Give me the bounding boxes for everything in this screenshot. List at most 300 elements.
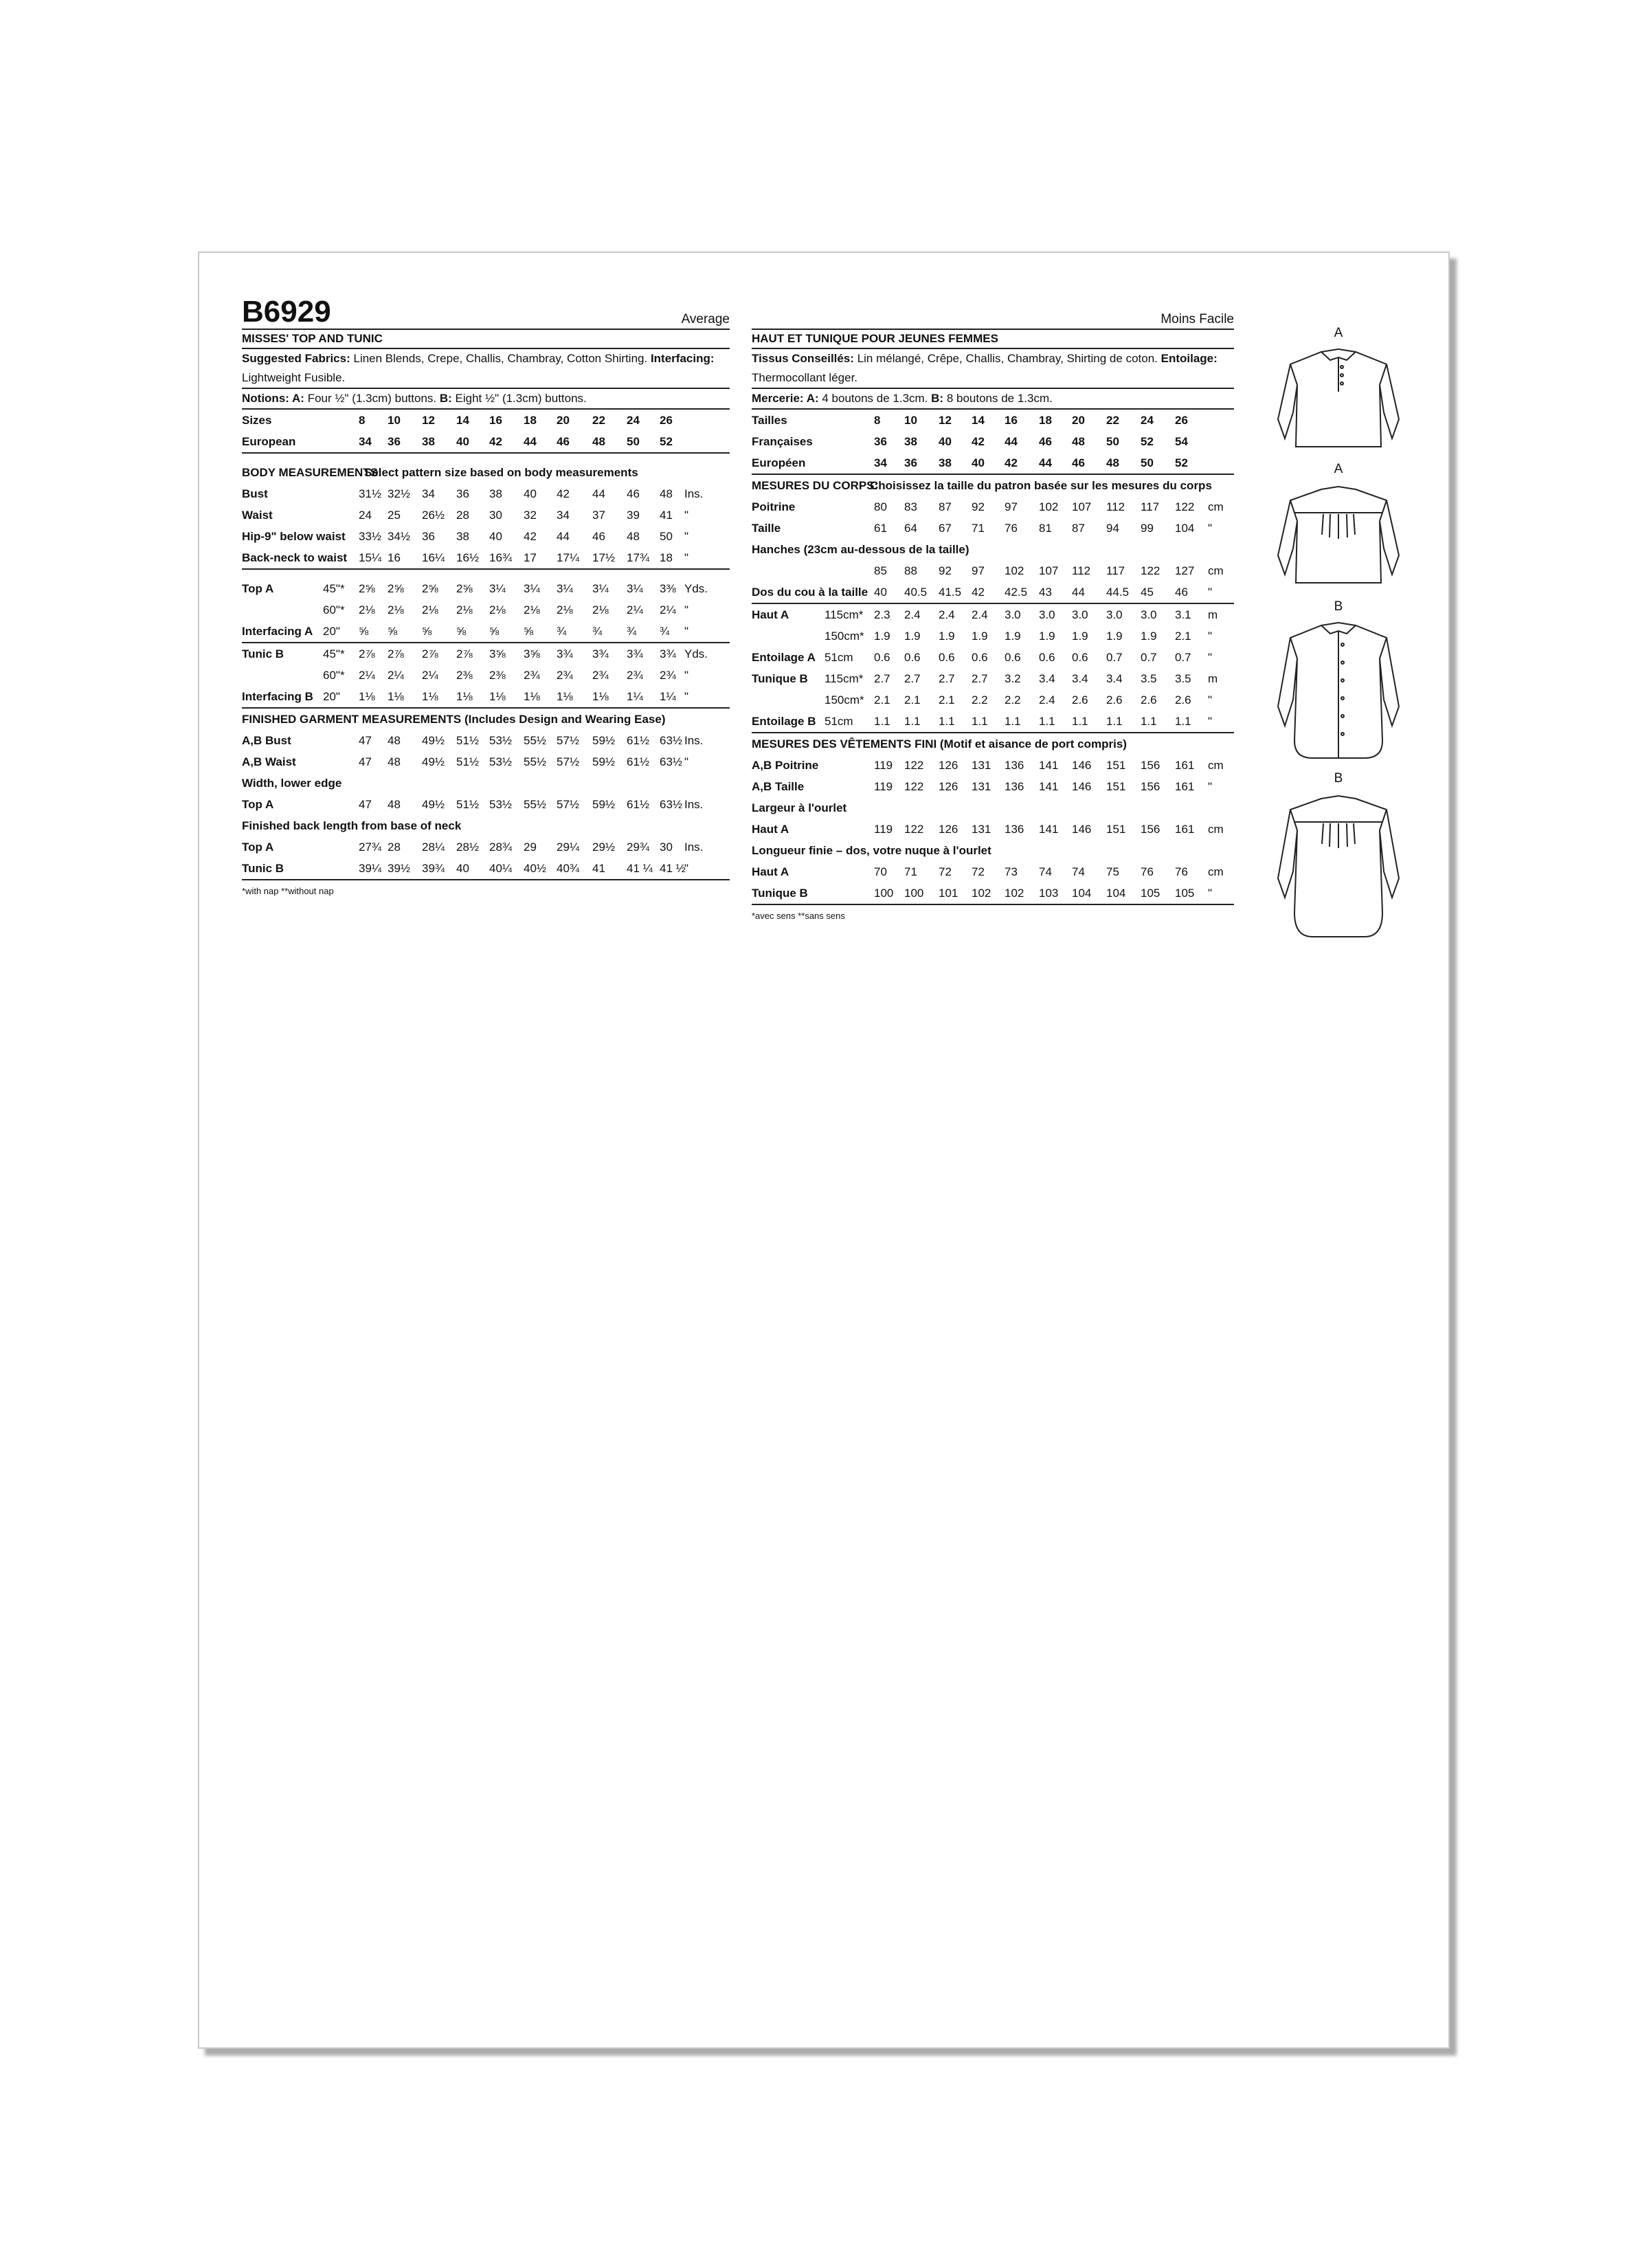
- cell-value: 44: [1005, 435, 1018, 448]
- cell-value: 28¾: [489, 841, 513, 854]
- table-row: [242, 665, 730, 686]
- cell-value: 29¼: [557, 841, 580, 854]
- unit: ": [1208, 693, 1213, 707]
- row-label: A,B Taille: [752, 780, 805, 793]
- cell-value: ⅝: [456, 625, 467, 638]
- cell-value: 131: [972, 780, 991, 793]
- cell-value: 2⅛: [489, 603, 506, 616]
- cell-value: 48: [388, 755, 401, 768]
- row-label: Back-neck to waist: [242, 551, 348, 564]
- table-row: [752, 518, 1234, 539]
- cell-value: 87: [939, 500, 952, 513]
- cell-value: 102: [972, 887, 991, 900]
- cell-value: 3.0: [1039, 608, 1055, 621]
- table-row: [242, 772, 730, 794]
- cell-value: 61½: [627, 755, 650, 768]
- cell-value: 119: [874, 759, 893, 772]
- cell-value: 117: [1106, 564, 1125, 577]
- cell-value: 49½: [422, 755, 445, 768]
- cell-value: 156: [1141, 780, 1160, 793]
- cell-value: 81: [1039, 522, 1052, 535]
- sketch-top-a-back: [1242, 462, 1435, 599]
- cell-value: 36: [456, 487, 469, 500]
- cell-value: 10: [388, 414, 401, 427]
- row-label: Tunique B: [752, 672, 808, 685]
- cell-value: 131: [972, 759, 991, 772]
- fabric-width: 150cm*: [824, 693, 864, 707]
- fabric-width: 45"*: [323, 647, 345, 660]
- cell-value: ¾: [627, 625, 637, 638]
- cell-value: 92: [939, 564, 952, 577]
- cell-value: 1.1: [904, 715, 921, 728]
- cell-value: 12: [422, 414, 435, 427]
- cell-value: 14: [456, 414, 469, 427]
- cell-value: 2¾: [592, 669, 609, 682]
- unit: Ins.: [684, 841, 704, 854]
- cell-value: 80: [874, 500, 887, 513]
- cell-value: 61½: [627, 734, 650, 747]
- unit: m: [1208, 672, 1218, 685]
- cell-value: 1⅛: [388, 690, 404, 703]
- cell-value: 3¼: [592, 582, 609, 595]
- cell-value: 119: [874, 780, 893, 793]
- cell-value: 141: [1039, 823, 1059, 836]
- cell-value: 46: [1039, 435, 1052, 448]
- row-label: Interfacing A: [242, 625, 313, 638]
- row-label: Waist: [242, 509, 273, 522]
- body-heading-label: BODY MEASUREMENTS:: [242, 466, 382, 479]
- cell-value: 27¾: [359, 841, 382, 854]
- english-column: [242, 295, 730, 898]
- cell-value: 28: [456, 509, 469, 522]
- cell-value: 76: [1175, 865, 1188, 878]
- fabric-width: 150cm*: [824, 630, 864, 643]
- cell-value: 107: [1039, 564, 1059, 577]
- cell-value: 87: [1072, 522, 1085, 535]
- cell-value: 136: [1005, 780, 1024, 793]
- table-row: [242, 643, 730, 665]
- cell-value: 102: [1039, 500, 1059, 513]
- row-label: FINISHED GARMENT MEASUREMENTS (Includes Design and Wearing Ease): [242, 713, 666, 726]
- row-label: Finished back length from base of neck: [242, 819, 462, 832]
- english-footnote: *with nap **without nap: [242, 886, 334, 896]
- cell-value: 48: [1072, 435, 1085, 448]
- cell-value: 30: [489, 509, 502, 522]
- unit: ": [1208, 586, 1213, 599]
- cell-value: 88: [904, 564, 917, 577]
- cell-value: 105: [1141, 887, 1160, 900]
- cell-value: 42.5: [1005, 586, 1028, 599]
- cell-value: 2.4: [1039, 693, 1055, 707]
- row-label: Top A: [242, 798, 274, 811]
- cell-value: 50: [627, 435, 640, 448]
- cell-value: 3¾: [557, 647, 573, 660]
- unit: ": [684, 509, 689, 522]
- cell-value: 40.5: [904, 586, 928, 599]
- table-row: [752, 689, 1234, 711]
- cell-value: 1.1: [1141, 715, 1157, 728]
- unit: ": [684, 862, 689, 875]
- table-row: [242, 578, 730, 599]
- cell-value: 2⅜: [456, 669, 473, 682]
- cell-value: 26: [1175, 414, 1188, 427]
- cell-value: 0.6: [1005, 651, 1021, 664]
- cell-value: 36: [422, 530, 435, 543]
- cell-value: 15¼: [359, 551, 382, 564]
- cell-value: 22: [592, 414, 605, 427]
- cell-value: 48: [627, 530, 640, 543]
- cell-value: 16: [489, 414, 502, 427]
- cell-value: 161: [1175, 780, 1195, 793]
- cell-value: 136: [1005, 823, 1024, 836]
- cell-value: 3¼: [524, 582, 540, 595]
- cell-value: 39¾: [422, 862, 445, 875]
- cell-value: 39: [627, 509, 640, 522]
- cell-value: 2⅛: [388, 603, 404, 616]
- cell-value: 50: [1141, 456, 1154, 469]
- cell-value: 141: [1039, 780, 1059, 793]
- body-heading-label: MESURES DU CORPS:: [752, 479, 879, 492]
- body-heading-fr: [752, 475, 1234, 496]
- cell-value: 44: [592, 487, 605, 500]
- unit: ": [1208, 651, 1213, 664]
- cell-value: 2.4: [939, 608, 955, 621]
- row-label: Tunic B: [242, 647, 284, 660]
- cell-value: 55½: [524, 798, 547, 811]
- europeen-row: [752, 452, 1234, 475]
- table-row: [242, 483, 730, 504]
- cell-value: 1.9: [939, 630, 955, 643]
- cell-value: 49½: [422, 798, 445, 811]
- cell-value: 0.6: [904, 651, 921, 664]
- cell-value: 146: [1072, 780, 1092, 793]
- cell-value: 74: [1072, 865, 1085, 878]
- table-row: [242, 504, 730, 526]
- cell-value: 136: [1005, 759, 1024, 772]
- cell-value: 29½: [592, 841, 616, 854]
- cell-value: 97: [1005, 500, 1018, 513]
- cell-value: 112: [1106, 500, 1125, 513]
- cell-value: 3.0: [1072, 608, 1088, 621]
- cell-value: 24: [359, 509, 372, 522]
- french-column: [752, 298, 1234, 923]
- fabric-width: 115cm*: [824, 608, 864, 621]
- unit: cm: [1208, 865, 1224, 878]
- cell-value: 2⅛: [359, 603, 375, 616]
- cell-value: 39¼: [359, 862, 382, 875]
- cell-value: 3¼: [557, 582, 573, 595]
- cell-value: 151: [1106, 759, 1126, 772]
- cell-value: 44: [1072, 586, 1085, 599]
- cell-value: 10: [904, 414, 917, 427]
- cell-value: 1.9: [1106, 630, 1123, 643]
- cell-value: 50: [660, 530, 673, 543]
- cell-value: 20: [1072, 414, 1085, 427]
- cell-value: 3.5: [1175, 672, 1191, 685]
- table-row: [752, 819, 1234, 840]
- cell-value: 1.1: [1039, 715, 1055, 728]
- cell-value: 55½: [524, 755, 547, 768]
- cell-value: 74: [1039, 865, 1052, 878]
- cell-value: 72: [939, 865, 952, 878]
- cell-value: 53½: [489, 755, 513, 768]
- cell-value: ¾: [592, 625, 603, 638]
- table-row: [752, 560, 1234, 581]
- cell-value: 76: [1005, 522, 1018, 535]
- cell-value: 105: [1175, 887, 1195, 900]
- cell-value: 1⅛: [524, 690, 540, 703]
- cell-value: 2.4: [904, 608, 921, 621]
- cell-value: 107: [1072, 500, 1092, 513]
- cell-value: 8: [874, 414, 881, 427]
- row-label: Taille: [752, 522, 781, 535]
- body-heading-text: Choisissez la taille du patron basée sur les mesures du corps: [870, 479, 1212, 492]
- unit: Yds.: [684, 647, 708, 660]
- cell-value: 47: [359, 755, 372, 768]
- fabric-width: 45"*: [323, 582, 345, 595]
- cell-value: 45: [1141, 586, 1154, 599]
- cell-value: 51½: [456, 798, 480, 811]
- cell-value: 52: [1141, 435, 1154, 448]
- cell-value: ⅝: [359, 625, 369, 638]
- cell-value: 53½: [489, 734, 513, 747]
- cell-value: 16½: [456, 551, 480, 564]
- fabric-width: 115cm*: [824, 672, 864, 685]
- european-row: [242, 431, 730, 454]
- cell-value: 41 ¼: [627, 862, 653, 875]
- cell-value: 1.9: [1141, 630, 1157, 643]
- cell-value: 50: [1106, 435, 1119, 448]
- cell-value: 0.6: [939, 651, 955, 664]
- cell-value: 1.9: [904, 630, 921, 643]
- row-label: Largeur à l'ourlet: [752, 801, 847, 814]
- cell-value: 26½: [422, 509, 445, 522]
- cell-value: 2.6: [1175, 693, 1191, 707]
- cell-value: 16¼: [422, 551, 445, 564]
- cell-value: 34: [557, 509, 570, 522]
- cell-value: 1.1: [874, 715, 890, 728]
- table-row: [752, 840, 1234, 861]
- cell-value: 41 ½: [660, 862, 686, 875]
- cell-value: 47: [359, 734, 372, 747]
- cell-value: 103: [1039, 887, 1059, 900]
- cell-value: 1.9: [1039, 630, 1055, 643]
- table-row: [242, 547, 730, 570]
- cell-value: 2.7: [904, 672, 921, 685]
- cell-value: 46: [1175, 586, 1188, 599]
- cell-value: 2¾: [627, 669, 643, 682]
- cell-value: 2⅛: [557, 603, 573, 616]
- sketch-letter: A: [1334, 462, 1343, 476]
- cell-value: 16: [1005, 414, 1018, 427]
- unit: cm: [1208, 823, 1224, 836]
- cell-value: 3.0: [1005, 608, 1021, 621]
- finished-heading: [242, 709, 730, 730]
- cell-value: 42: [524, 530, 537, 543]
- row-label: Tunic B: [242, 862, 284, 875]
- cell-value: 47: [359, 798, 372, 811]
- cell-value: 14: [972, 414, 985, 427]
- cell-value: 92: [972, 500, 985, 513]
- cell-value: 55½: [524, 734, 547, 747]
- unit: cm: [1208, 500, 1224, 513]
- cell-value: 2⅞: [388, 647, 404, 660]
- row-label: Haut A: [752, 608, 789, 621]
- cell-value: 122: [904, 823, 924, 836]
- cell-value: 17¼: [557, 551, 580, 564]
- table-row: [752, 711, 1234, 733]
- cell-value: 2¼: [660, 603, 676, 616]
- cell-value: 0.7: [1141, 651, 1157, 664]
- cell-value: 24: [627, 414, 640, 427]
- cell-value: 17¾: [627, 551, 650, 564]
- cell-value: ¾: [660, 625, 670, 638]
- cell-value: 64: [904, 522, 917, 535]
- row-label: Top A: [242, 582, 274, 595]
- pattern-number: B6929: [242, 295, 331, 329]
- cell-value: 2¾: [557, 669, 573, 682]
- cell-value: 29¾: [627, 841, 650, 854]
- cell-value: 44: [1039, 456, 1052, 469]
- cell-value: 63½: [660, 755, 683, 768]
- cell-value: 97: [972, 564, 985, 577]
- cell-value: 0.7: [1175, 651, 1191, 664]
- unit: ": [684, 755, 689, 768]
- cell-value: 34: [359, 435, 372, 448]
- cell-value: 57½: [557, 798, 580, 811]
- cell-value: 57½: [557, 755, 580, 768]
- cell-value: ⅝: [524, 625, 534, 638]
- cell-value: 83: [904, 500, 917, 513]
- cell-value: 146: [1072, 823, 1092, 836]
- table-row: [752, 882, 1234, 905]
- cell-value: 156: [1141, 759, 1160, 772]
- cell-value: 0.6: [1072, 651, 1088, 664]
- row-label: Interfacing B: [242, 690, 313, 703]
- cell-value: 46: [1072, 456, 1085, 469]
- table-row: [752, 647, 1234, 668]
- unit: ": [1208, 522, 1213, 535]
- row-label: A,B Bust: [242, 734, 291, 747]
- cell-value: 3¾: [660, 647, 676, 660]
- cell-value: 126: [939, 780, 958, 793]
- top-a-back-sketch-icon: [1242, 480, 1435, 597]
- cell-value: 40½: [524, 862, 547, 875]
- cell-value: 38: [904, 435, 917, 448]
- cell-value: 126: [939, 823, 958, 836]
- cell-value: 1⅛: [489, 690, 506, 703]
- row-label: Françaises: [752, 435, 813, 448]
- cell-value: 18: [660, 551, 673, 564]
- cell-value: 36: [874, 435, 887, 448]
- cell-value: 48: [660, 487, 673, 500]
- cell-value: 18: [1039, 414, 1052, 427]
- cell-value: 34: [874, 456, 887, 469]
- cell-value: 73: [1005, 865, 1018, 878]
- cell-value: 36: [388, 435, 401, 448]
- cell-value: 32½: [388, 487, 411, 500]
- cell-value: 53½: [489, 798, 513, 811]
- pattern-envelope-back: [198, 252, 1450, 2049]
- suggested-fabrics: Suggested Fabrics: Linen Blends, Crepe, Challis, Chambray, Cotton Shirting. Interfacing: Lightweight Fusible.: [242, 349, 730, 389]
- cell-value: 122: [1141, 564, 1160, 577]
- cell-value: 151: [1106, 823, 1126, 836]
- cell-value: 48: [1106, 456, 1119, 469]
- row-label: Hip-9" below waist: [242, 530, 346, 543]
- cell-value: 2¼: [388, 669, 404, 682]
- cell-value: ¾: [557, 625, 567, 638]
- row-label: MESURES DES VÊTEMENTS FINI (Motif et aisance de port compris): [752, 737, 1127, 751]
- cell-value: 28¼: [422, 841, 445, 854]
- cell-value: 1¼: [627, 690, 643, 703]
- tailles-row: [752, 410, 1234, 431]
- french-header: [752, 298, 1234, 330]
- unit: Yds.: [684, 582, 708, 595]
- fabric-width: 60"*: [323, 669, 345, 682]
- cell-value: 100: [904, 887, 924, 900]
- cell-value: 67: [939, 522, 952, 535]
- cell-value: 54: [1175, 435, 1188, 448]
- row-label: Poitrine: [752, 500, 796, 513]
- table-row: [752, 797, 1234, 819]
- table-row: [242, 794, 730, 815]
- cell-value: 38: [422, 435, 435, 448]
- cell-value: 1.9: [1072, 630, 1088, 643]
- cell-value: 126: [939, 759, 958, 772]
- cell-value: 41: [592, 862, 605, 875]
- unit: Ins.: [684, 734, 704, 747]
- cell-value: 101: [939, 887, 958, 900]
- cell-value: 1⅛: [422, 690, 438, 703]
- cell-value: 51½: [456, 734, 480, 747]
- cell-value: 3.4: [1072, 672, 1088, 685]
- cell-value: 0.7: [1106, 651, 1123, 664]
- row-label: Tunique B: [752, 887, 808, 900]
- unit: m: [1208, 608, 1218, 621]
- body-heading-text: Select pattern size based on body measurements: [364, 466, 638, 479]
- table-row: [242, 751, 730, 772]
- cell-value: 34: [422, 487, 435, 500]
- cell-value: 2⅞: [359, 647, 375, 660]
- cell-value: 2⅛: [456, 603, 473, 616]
- cell-value: 2.2: [972, 693, 988, 707]
- cell-value: 40¼: [489, 862, 513, 875]
- table-row: [242, 858, 730, 880]
- cell-value: 2.3: [874, 608, 890, 621]
- table-row: [242, 815, 730, 836]
- cell-value: 29: [524, 841, 537, 854]
- cell-value: 3.2: [1005, 672, 1021, 685]
- unit: ": [1208, 780, 1213, 793]
- unit: cm: [1208, 564, 1224, 577]
- cell-value: 31½: [359, 487, 382, 500]
- unit: ": [684, 530, 689, 543]
- cell-value: 141: [1039, 759, 1059, 772]
- cell-value: 2⅝: [359, 582, 375, 595]
- cell-value: 51½: [456, 755, 480, 768]
- cell-value: 57½: [557, 734, 580, 747]
- row-label: Width, lower edge: [242, 777, 342, 790]
- cell-value: 2.6: [1106, 693, 1123, 707]
- cell-value: 151: [1106, 780, 1126, 793]
- table-row: [242, 836, 730, 858]
- cell-value: 104: [1106, 887, 1126, 900]
- cell-value: 59½: [592, 798, 616, 811]
- cell-value: 24: [1141, 414, 1154, 427]
- unit: ": [1208, 887, 1213, 900]
- cell-value: 2¼: [627, 603, 643, 616]
- cell-value: 1.1: [972, 715, 988, 728]
